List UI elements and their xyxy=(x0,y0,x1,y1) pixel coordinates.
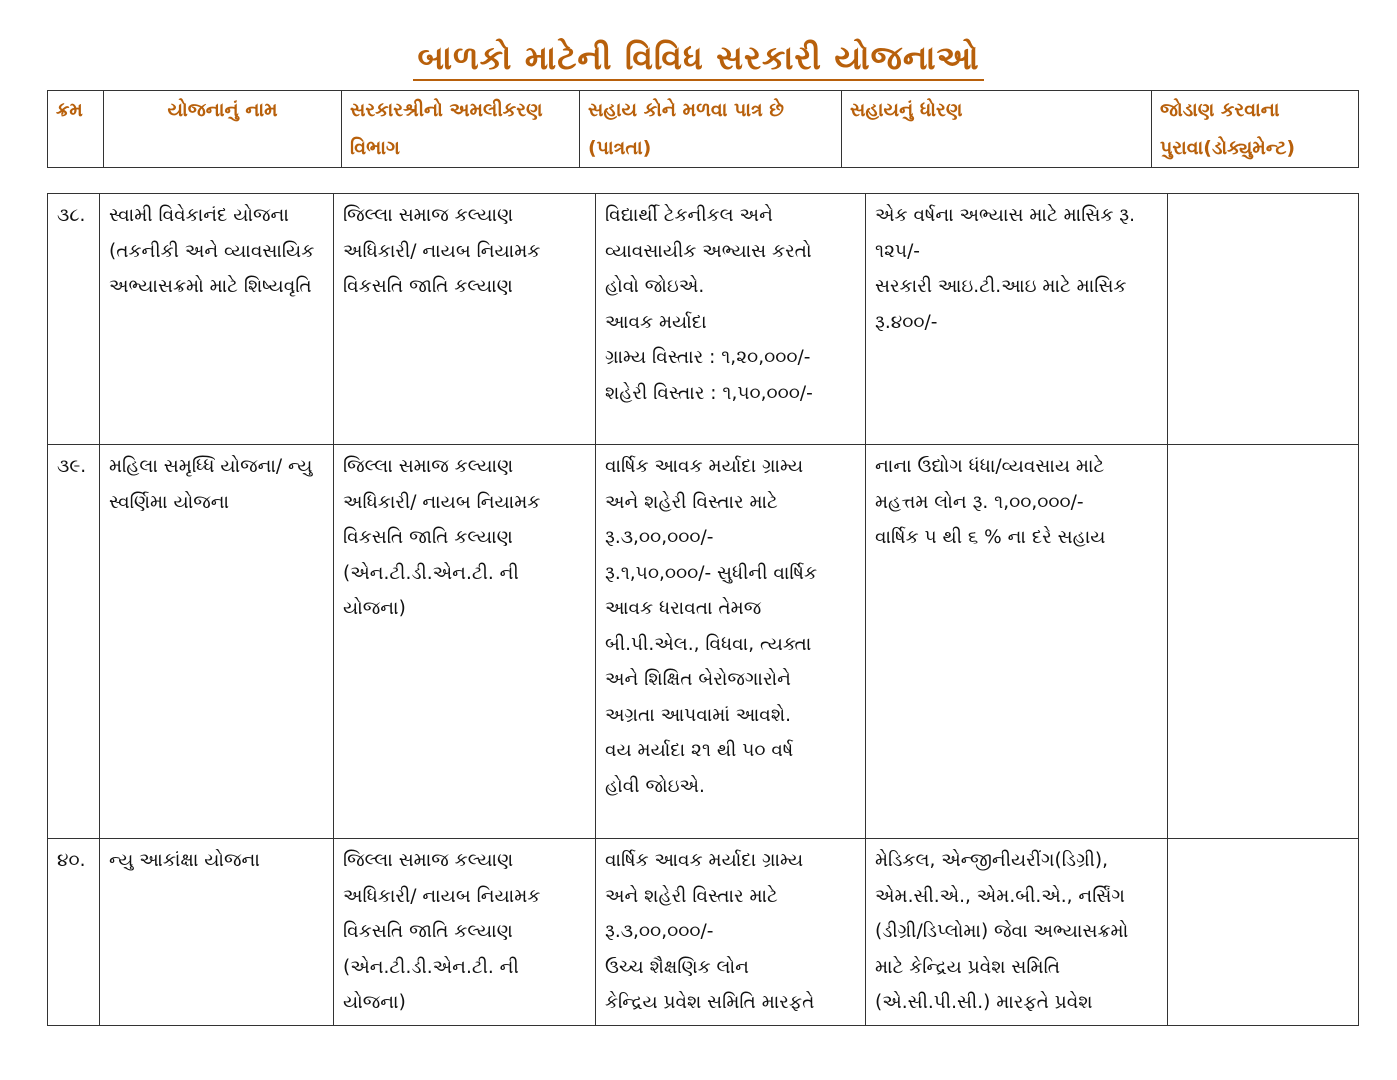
cell-eligibility-line: હોવો જોઇએ. xyxy=(605,276,705,297)
cell-eligibility-line: રૂ.૩,૦૦,૦૦૦/- xyxy=(605,921,714,942)
schemes-table-body xyxy=(48,194,1359,1026)
cell-name-line: સ્વામી વિવેકાનંદ યોજના xyxy=(109,205,289,226)
cell-dept-line: વિકસતિ જાતિ કલ્યાણ xyxy=(343,921,513,942)
table-header xyxy=(47,90,1359,168)
cell-assistance-line: (ડીગ્રી/ડિપ્લોમા) જેવા અભ્યાસક્રમો xyxy=(875,921,1129,942)
cell-name-line: અભ્યાસક્રમો માટે શિષ્યવૃતિ xyxy=(109,276,312,297)
cell-eligibility-line: કેન્દ્રિય પ્રવેશ સમિતિ મારફતે xyxy=(605,992,815,1013)
header-documents-line: પુરાવા(ડોક્યુમેન્ટ) xyxy=(1160,137,1296,159)
cell-dept xyxy=(334,839,596,1026)
cell-assistance xyxy=(866,445,1168,839)
cell-eligibility-line: રૂ.૩,૦૦,૦૦૦/- xyxy=(605,527,714,548)
cell-assistance-line: નાના ઉદ્યોગ ધંધા/વ્યવસાય માટે xyxy=(875,456,1105,477)
table-row xyxy=(48,194,1359,445)
cell-assistance xyxy=(866,194,1168,445)
cell-dept-line: યોજના) xyxy=(343,992,406,1013)
cell-eligibility-line: અને શહેરી વિસ્તાર માટે xyxy=(605,491,778,513)
header-row xyxy=(48,91,1359,168)
header-col-name xyxy=(104,91,342,168)
header-col-eligibility xyxy=(580,91,842,168)
cell-assistance-line: સરકારી આઇ.ટી.આઇ માટે માસિક xyxy=(875,276,1127,297)
cell-eligibility-line: ગ્રામ્ય વિસ્તાર : ૧,૨૦,૦૦૦/- xyxy=(605,347,811,368)
cell-dept-line: (એન.ટી.ડી.એન.ટી. ની xyxy=(343,562,519,584)
header-eligibility-line: (પાત્રતા) xyxy=(588,137,652,159)
table-row xyxy=(48,445,1359,839)
cell-dept-line: જિલ્લા સમાજ કલ્યાણ xyxy=(343,456,514,477)
header-dept-line: સરકારશ્રીનો અમલીકરણ xyxy=(350,99,543,121)
cell-dept-line: જિલ્લા સમાજ કલ્યાણ xyxy=(343,205,514,226)
header-name-text: યોજનાનું નામ xyxy=(167,99,278,121)
cell-eligibility-line: વય મર્યાદા ૨૧ થી ૫૦ વર્ષ xyxy=(605,740,794,761)
cell-eligibility xyxy=(596,445,866,839)
cell-eligibility-line: અગ્રતા આપવામાં આવશે. xyxy=(605,704,791,726)
cell-dept xyxy=(334,194,596,445)
cell-name-line: મહિલા સમૃધ્ધિ યોજના/ ન્યુ xyxy=(109,456,313,477)
header-assistance-text: સહાયનું ધોરણ xyxy=(850,99,963,121)
header-col-dept xyxy=(342,91,580,168)
cell-eligibility-line: અને શિક્ષિત બેરોજગારોને xyxy=(605,669,791,690)
page-title xyxy=(0,38,1397,78)
header-col-documents xyxy=(1152,91,1359,168)
cell-dept-line: અધિકારી/ નાયબ નિયામક xyxy=(343,491,541,513)
cell-assistance xyxy=(866,839,1168,1026)
header-col-assistance xyxy=(842,91,1152,168)
cell-eligibility-line: વાર્ષિક આવક મર્યાદા ગ્રામ્ય xyxy=(605,456,804,477)
cell-documents xyxy=(1168,839,1359,1026)
cell-name-line: (તકનીકી અને વ્યાવસાયિક xyxy=(109,240,315,262)
cell-name xyxy=(100,194,334,445)
cell-dept-line: અધિકારી/ નાયબ નિયામક xyxy=(343,240,541,262)
cell-eligibility-line: આવક મર્યાદા xyxy=(605,311,707,333)
cell-eligibility-line: વાર્ષિક આવક મર્યાદા ગ્રામ્ય xyxy=(605,850,804,871)
cell-eligibility-line: વ્યાવસાયીક અભ્યાસ કરતો xyxy=(605,240,812,262)
cell-dept-line: વિકસતિ જાતિ કલ્યાણ xyxy=(343,276,513,297)
header-dept-line: વિભાગ xyxy=(350,137,400,159)
cell-eligibility-line: અને શહેરી વિસ્તાર માટે xyxy=(605,885,778,907)
cell-assistance-line: (એ.સી.પી.સી.) મારફતે પ્રવેશ xyxy=(875,992,1093,1013)
schemes-table xyxy=(47,193,1359,1026)
header-eligibility-line: સહાય કોને મળવા પાત્ર છે xyxy=(588,99,784,121)
cell-dept-line: વિકસતિ જાતિ કલ્યાણ xyxy=(343,527,513,548)
cell-eligibility xyxy=(596,194,866,445)
cell-no-text: ૩૯. xyxy=(57,456,87,477)
cell-documents xyxy=(1168,445,1359,839)
cell-dept-line: જિલ્લા સમાજ કલ્યાણ xyxy=(343,850,514,871)
cell-no xyxy=(48,194,100,445)
cell-assistance-line: ૧૨૫/- xyxy=(875,240,920,262)
cell-eligibility xyxy=(596,839,866,1026)
cell-no-text: ૪૦. xyxy=(57,850,86,871)
cell-name-line: સ્વર્ણિમા યોજના xyxy=(109,491,230,513)
cell-assistance-line: વાર્ષિક ૫ થી ૬ % ના દરે સહાય xyxy=(875,527,1106,548)
cell-documents xyxy=(1168,194,1359,445)
header-documents-line: જોડાણ કરવાના xyxy=(1160,99,1280,121)
cell-assistance-line: માટે કેન્દ્રિય પ્રવેશ સમિતિ xyxy=(875,956,1061,978)
cell-assistance-line: રૂ.૪૦૦/- xyxy=(875,311,938,333)
cell-name xyxy=(100,445,334,839)
header-no-text: ક્રમ xyxy=(56,99,83,121)
cell-assistance-line: મેડિકલ, એન્જીનીયરીંગ(ડિગ્રી), xyxy=(875,850,1108,871)
page-title-text: બાળકો માટેની વિવિધ સરકારી યોજનાઓ xyxy=(413,38,983,81)
cell-dept-line: (એન.ટી.ડી.એન.ટી. ની xyxy=(343,956,519,978)
cell-dept-line: યોજના) xyxy=(343,598,406,619)
cell-assistance-line: એમ.સી.એ., એમ.બી.એ., નર્સિંગ xyxy=(875,885,1125,907)
cell-no-text: ૩૮. xyxy=(57,205,86,226)
cell-eligibility-line: આવક ધરાવતા તેમજ xyxy=(605,598,762,619)
cell-no xyxy=(48,839,100,1026)
cell-eligibility-line: વિદ્યાર્થી ટેકનીકલ અને xyxy=(605,205,773,226)
cell-dept-line: અધિકારી/ નાયબ નિયામક xyxy=(343,885,541,907)
cell-dept xyxy=(334,445,596,839)
cell-assistance-line: એક વર્ષના અભ્યાસ માટે માસિક રૂ. xyxy=(875,205,1136,226)
cell-eligibility-line: રૂ.૧,૫૦,૦૦૦/- સુધીની વાર્ષિક xyxy=(605,562,818,584)
cell-eligibility-line: બી.પી.એલ., વિધવા, ત્યક્તા xyxy=(605,633,812,655)
cell-no xyxy=(48,445,100,839)
cell-name xyxy=(100,839,334,1026)
cell-eligibility-line: શહેરી વિસ્તાર : ૧,૫૦,૦૦૦/- xyxy=(605,382,813,404)
header-col-no xyxy=(48,91,104,168)
cell-assistance-line: મહત્તમ લોન રૂ. ૧,૦૦,૦૦૦/- xyxy=(875,491,1084,513)
cell-name-line: ન્યુ આકાંક્ષા યોજના xyxy=(109,850,260,871)
table-row xyxy=(48,839,1359,1026)
cell-eligibility-line: ઉચ્ચ શૈક્ષણિક લોન xyxy=(605,956,749,978)
cell-eligibility-line: હોવી જોઇએ. xyxy=(605,775,705,797)
